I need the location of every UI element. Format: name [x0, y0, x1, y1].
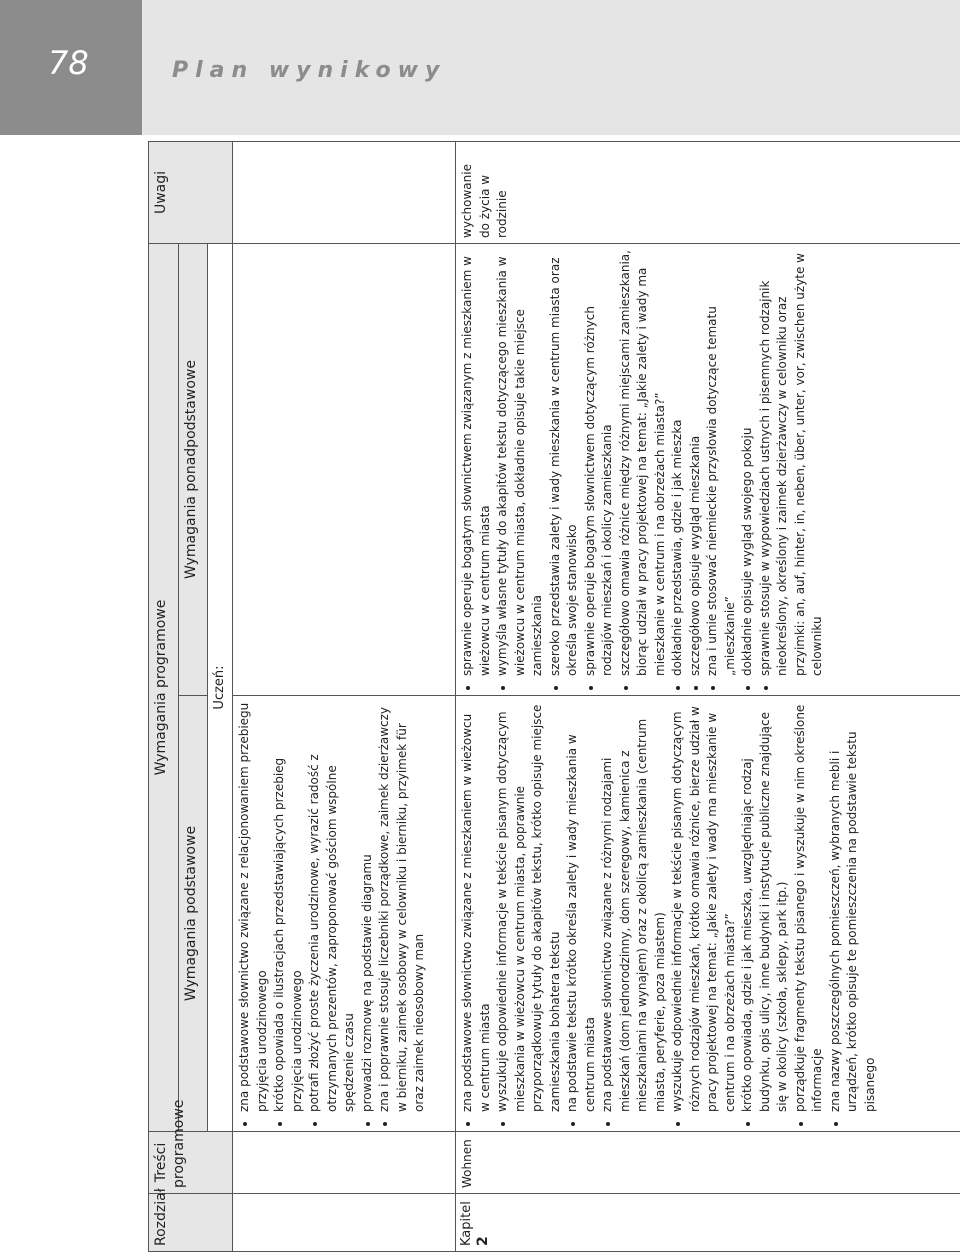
header-rozdzial: Rozdział [149, 1194, 233, 1252]
list-item: • porządkuje fragmenty tekstu pisanego i wyszukuje w nim określone informacje [792, 701, 827, 1112]
uczen-row [208, 142, 233, 1252]
topic-cell: Wohnen [456, 1132, 960, 1194]
basic-requirements-cell [233, 696, 456, 1132]
list-item: • szczegółowo opisuje wygląd mieszkania [687, 249, 705, 676]
list-item: • potrafi złożyć proste życzenia urodzinowe, wyrazić radość z otrzymanych prezentów, zaproponować gościom wspólne spędzenie czasu [306, 701, 359, 1112]
basic-requirements-list [459, 701, 879, 1126]
table-header-row [149, 142, 179, 1252]
chapter-number: 2 [475, 1236, 492, 1246]
list-item: • wyszukuje odpowiednie informacje w tekście pisanym dotyczącym różnych rodzajów mieszkań, krótko omawia różnice, bierze udział w pracy projektowej na temat: „Jakie zalety i wady ma mieszkanie w centrum i na obrzeżach miasta?” [669, 701, 739, 1112]
basic-requirements-list [236, 701, 429, 1126]
chapter-word: Kapitel [459, 1201, 475, 1246]
header-tresci: Treści programowe [149, 1132, 233, 1194]
rotated-table-container [148, 142, 960, 1252]
list-item: • sprawnie operuje bogatym słownictwem związanym z mieszkaniem w wieżowcu w centrum miasta [459, 249, 494, 676]
chapter-cell [456, 1194, 960, 1252]
advanced-requirements-list [459, 249, 827, 690]
list-item: • wymyśla własne tytuły do akapitów tekstu dotyczącego mieszkania w wieżowcu w centrum miasta, dokładnie opisuje takie miejsce zamieszkania [494, 249, 547, 676]
page-title: Plan wynikowy [172, 58, 447, 83]
header-podstawowe: Wymagania podstawowe [178, 696, 208, 1132]
list-item: • dokładnie opisuje wygląd swojego pokoju [739, 249, 757, 676]
header-wymagania: Wymagania programowe [149, 244, 179, 1132]
list-item: • krótko opowiada o ilustracjach przedstawiających przebieg przyjęcia urodzinowego [271, 701, 306, 1112]
list-item: • wyszukuje odpowiednie informacje w tekście pisanym dotyczącym mieszkania w wieżowcu w centrum miasta, poprawnie przyporządkowuje tytuły do akapitów tekstu, krótko opisuje miejsce zamieszkania bohatera tekstu [494, 701, 564, 1112]
requirements-table [148, 141, 960, 1252]
table-subheader-row [178, 142, 208, 1252]
list-item: • zna i poprawnie stosuje liczebniki porządkowe, zaimek dzierżawczy w bierniku, zaimek osobowy w celowniku i bierniku, przyimek für oraz zaimek nieosobowy man [376, 701, 429, 1112]
list-item: • na podstawie tekstu krótko określa zalety i wady mieszkania w centrum miasta [564, 701, 599, 1112]
table-row [233, 142, 456, 1252]
list-item: • szeroko przedstawia zalety i wady mieszkania w centrum miasta oraz określa swoje stanowisko [547, 249, 582, 676]
advanced-requirements-cell [456, 244, 960, 696]
header-ponadpodstawowe: Wymagania ponadpodstawowe [178, 244, 208, 696]
notes-cell: wychowanie do życia w rodzinie [456, 142, 960, 244]
header-bar [0, 0, 960, 135]
list-item: • zna podstawowe słownictwo związane z mieszkaniem w wieżowcu w centrum miasta [459, 701, 494, 1112]
list-item: • sprawnie stosuje w wypowiedziach ustnych i pisemnych rodzajnik nieokreślony, określony i zaimek dzierżawczy w celowniku oraz przyimki: an, auf, hinter, in, neben, über, unter, vor, zwischen użyte w celowniku [757, 249, 827, 676]
basic-requirements-cell [456, 696, 960, 1132]
list-item: • zna i umie stosować niemieckie przysłowia dotyczące tematu „mieszkanie” [704, 249, 739, 676]
table-row [456, 142, 960, 1252]
list-item: • zna nazwy poszczególnych pomieszczeń, wybranych mebli i urządzeń, krótko opisuje te pomieszczenia na podstawie tekstu pisanego [827, 701, 880, 1112]
header-uwagi: Uwagi [149, 142, 233, 244]
page-number-box [0, 0, 142, 135]
list-item: • dokładnie przedstawia, gdzie i jak mieszka [669, 249, 687, 676]
uczen-label: Uczeń: [208, 244, 233, 1132]
list-item: • krótko opowiada, gdzie i jak mieszka, uwzględniając rodzaj budynku, opis ulicy, inne budynki i instytucje publiczne znajdujące się w okolicy (szkoła, sklepy, park itp.) [739, 701, 792, 1112]
list-item: • zna podstawowe słownictwo związane z relacjonowaniem przebiegu przyjęcia urodzinowego [236, 701, 271, 1112]
list-item: • zna podstawowe słownictwo związane z różnymi rodzajami mieszkań (dom jednorodzinny, dom szeregowy, kamienica z mieszkaniami na wynajem) oraz z okolicą zamieszkania (centrum miasta, peryferie, poza miastem) [599, 701, 669, 1112]
list-item: • sprawnie operuje bogatym słownictwem dotyczącym różnych rodzajów mieszkań i okolicy zamieszkania [582, 249, 617, 676]
list-item: • szczegółowo omawia różnice między różnymi miejscami zamieszkania, biorąc udział w pracy projektowej na temat: „Jakie zalety i wady ma mieszkanie w centrum i na obrzeżach miasta?” [617, 249, 670, 676]
list-item: • prowadzi rozmowę na podstawie diagramu [359, 701, 377, 1112]
page-number: 78 [48, 44, 89, 82]
